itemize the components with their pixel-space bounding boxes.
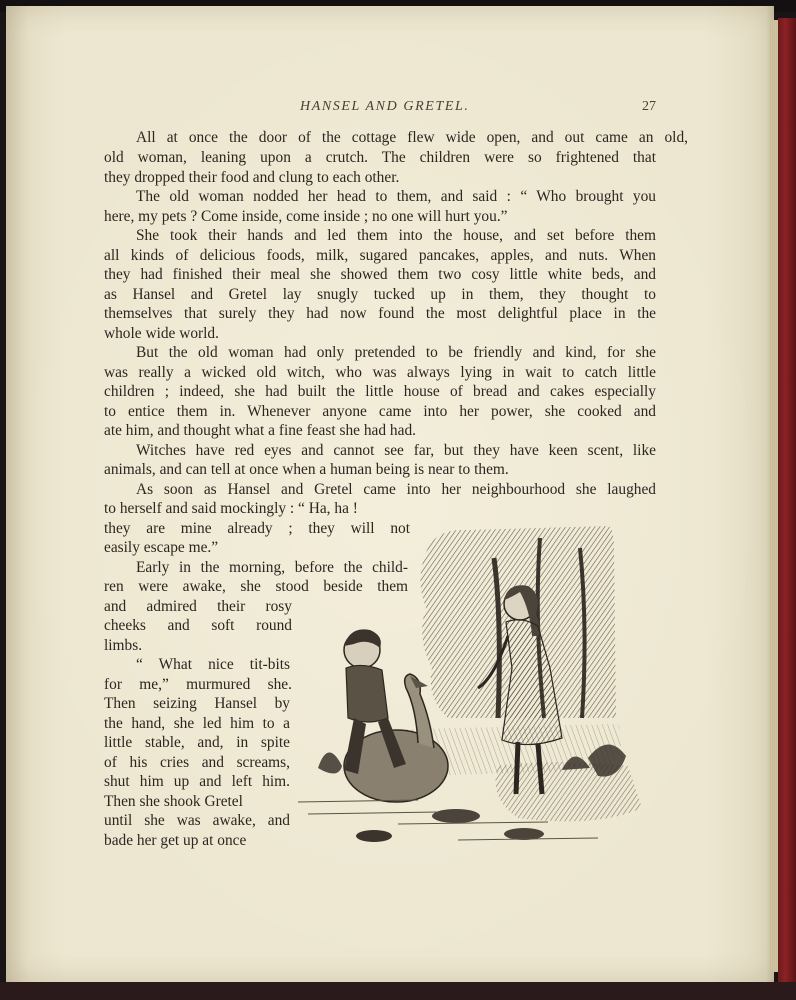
text-line: All at once the door of the cottage flew wide open, and out came an old,: [136, 129, 688, 146]
text-line: for me,” murmured she.: [104, 676, 292, 693]
text-line: Early in the morning, before the child-: [136, 559, 408, 576]
text-line: was really a wicked old witch, who was always lying in wait to catch little: [104, 364, 656, 381]
text-line: Then seizing Hansel by: [104, 695, 290, 712]
text-line: they had finished their meal she showed them two cosy little white beds, and: [104, 266, 656, 283]
text-line: As soon as Hansel and Gretel came into her neighbourhood she laughed: [136, 481, 656, 498]
text-line: they dropped their food and clung to each other.: [104, 169, 400, 186]
text-line: animals, and can tell at once when a human being is near to them.: [104, 461, 509, 478]
text-line: Witches have red eyes and cannot see far, but they have keen scent, like: [136, 442, 656, 459]
text-line: all kinds of delicious foods, milk, sugared pancakes, apples, and nuts. When: [104, 247, 656, 264]
book-cover-edge: [778, 18, 796, 988]
text-line: bade her get up at once: [104, 832, 247, 849]
text-line: until she was awake, and: [104, 812, 290, 829]
text-line: old woman, leaning upon a crutch. The children were so frightened that: [104, 149, 656, 166]
text-line: as Hansel and Gretel lay snugly tucked up in them, they thought to: [104, 286, 656, 303]
text-line: easily escape me.”: [104, 539, 219, 556]
text-line: little stable, and, in spite: [104, 734, 290, 751]
page-number: 27: [642, 99, 656, 114]
text-line: to entice them in. Whenever anyone came into her power, she cooked and: [104, 403, 656, 420]
text-line: “ What nice tit-bits: [136, 656, 290, 673]
running-title: HANSEL AND GRETEL.: [300, 99, 470, 114]
text-line: the hand, she led him to a: [104, 715, 290, 732]
text-line: they are mine already ; they will not: [104, 520, 410, 537]
text-line: shut him up and left him.: [104, 773, 290, 790]
hansel-body: [346, 665, 388, 722]
text-line: children ; indeed, she had built the little house of bread and cakes especially: [104, 383, 656, 400]
text-line: cheeks and soft round: [104, 617, 292, 634]
text-line: and admired their rosy: [104, 598, 292, 615]
text-line: But the old woman had only pretended to be friendly and kind, for she: [136, 344, 656, 361]
page-stack-edges: [770, 20, 778, 972]
lily-pad: [356, 830, 392, 842]
text-line: whole wide world.: [104, 325, 219, 342]
text-line: of his cries and screams,: [104, 754, 290, 771]
text-line: She took their hands and led them into the house, and set before them: [136, 227, 656, 244]
text-line: ren were awake, she stood beside them: [104, 578, 408, 595]
text-line: ate him, and thought what a fine feast she had had.: [104, 422, 416, 439]
lily-pad: [432, 809, 480, 823]
text-line: themselves that surely they had now found the most delightful place in the: [104, 305, 656, 322]
text-line: to herself and said mockingly : “ Ha, ha !: [104, 500, 358, 517]
text-line: The old woman nodded her head to them, and said : “ Who brought you: [136, 188, 656, 205]
hansel-gretel-illustration: [298, 518, 658, 868]
scan-bottom-border: [0, 982, 796, 1000]
text-line: Then she shook Gretel: [104, 793, 243, 810]
lily-pad: [504, 828, 544, 840]
text-line: here, my pets ? Come inside, come inside ; no one will hurt you.”: [104, 208, 508, 225]
text-line: limbs.: [104, 637, 143, 654]
